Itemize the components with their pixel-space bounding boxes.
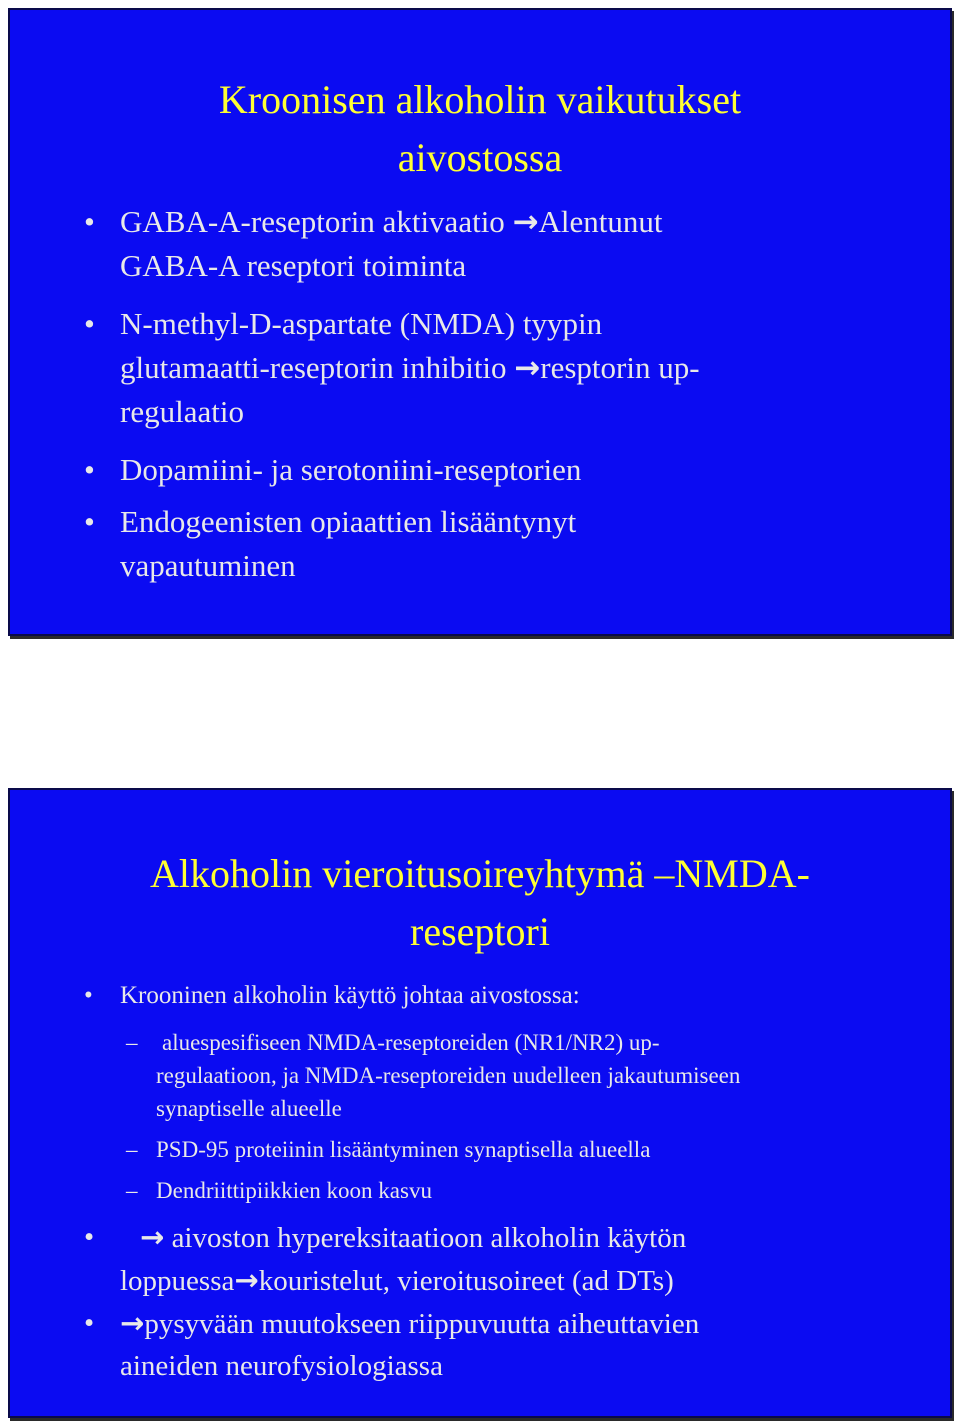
sub-text: Dendriittipiikkien koon kasvu [156, 1178, 432, 1203]
arrow-icon: → [514, 350, 541, 386]
sub-text: regulaatioon, ja NMDA-reseptoreiden uudelleen jakautumiseen [156, 1063, 741, 1088]
arrow-icon: → [512, 204, 539, 240]
bullet-text: aineiden neurofysiologiassa [120, 1350, 443, 1382]
bullet-text: Dopamiini- ja serotoniini-reseptorien [120, 452, 582, 487]
bullet-dot: • [84, 982, 93, 1009]
slide-2-sub-1 [126, 1026, 916, 1125]
slide-2-bullet-3 [84, 1302, 920, 1387]
slide-2-sub-2 [126, 1133, 916, 1166]
slide-2-title-line-1: Alkoholin vieroitusoireyhtymä –NMDA- [150, 851, 810, 896]
slide-2 [8, 788, 952, 1418]
bullet-dot: • [84, 1307, 95, 1339]
slide-2-title-line-2: reseptori [410, 909, 550, 954]
bullet-text: pysyvään muutokseen riippuvuutta aiheuttavien [144, 1308, 700, 1340]
arrow-icon: → [234, 1263, 259, 1297]
bullet-text: aivoston hypereksitaatioon alkoholin käytön [164, 1222, 687, 1254]
slide-2-bullet-2 [84, 1216, 920, 1302]
bullet-text: loppuessa [120, 1265, 235, 1297]
bullet-dot: • [84, 1221, 95, 1253]
bullet-dot: • [84, 204, 95, 239]
bullet-text: resptorin up- [540, 350, 700, 385]
dash-marker: – [126, 1137, 138, 1162]
dash-marker: – [126, 1030, 138, 1055]
bullet-dot: • [84, 504, 95, 539]
bullet-text: vapautuminen [120, 548, 296, 583]
bullet-text: regulaatio [120, 394, 244, 429]
slide-1 [8, 8, 952, 636]
slide-1-bullet-3 [84, 448, 920, 492]
bullet-text: glutamaatti-reseptorin inhibitio [120, 350, 515, 385]
slide-1-title-line-2: aivostossa [397, 135, 563, 180]
slide-1-bullet-2 [84, 302, 920, 434]
sub-text: synaptiselle alueelle [156, 1096, 342, 1121]
slide-2-title [10, 846, 950, 960]
bullet-dot: • [84, 452, 95, 487]
bullet-dot: • [84, 306, 95, 341]
slide-2-bullet-1 [84, 978, 920, 1014]
slide-2-sub-3 [126, 1174, 916, 1207]
bullet-text: kouristelut, vieroitusoireet (ad DTs) [258, 1265, 674, 1297]
arrow-icon: → [140, 1220, 165, 1254]
bullet-text: Krooninen alkoholin käyttö johtaa aivostossa: [120, 982, 580, 1009]
bullet-text: Endogeenisten opiaattien lisääntynyt [120, 504, 577, 539]
bullet-text: GABA-A-reseptorin aktivaatio [120, 204, 513, 239]
sub-text: PSD-95 proteiinin lisääntyminen synaptisella alueella [156, 1137, 651, 1162]
slide-1-title [10, 72, 950, 186]
bullet-text: GABA-A reseptori toiminta [120, 248, 467, 283]
arrow-icon: → [120, 1306, 145, 1340]
dash-marker: – [126, 1178, 138, 1203]
slide-1-bullet-4 [84, 500, 920, 588]
bullet-text: N-methyl-D-aspartate (NMDA) tyypin [120, 306, 603, 341]
slide-1-title-line-1: Kroonisen alkoholin vaikutukset [218, 77, 742, 122]
sub-text: aluespesifiseen NMDA-reseptoreiden (NR1/NR2) up- [162, 1030, 660, 1055]
slide-1-bullet-1 [84, 200, 920, 288]
bullet-text: Alentunut [538, 204, 663, 239]
